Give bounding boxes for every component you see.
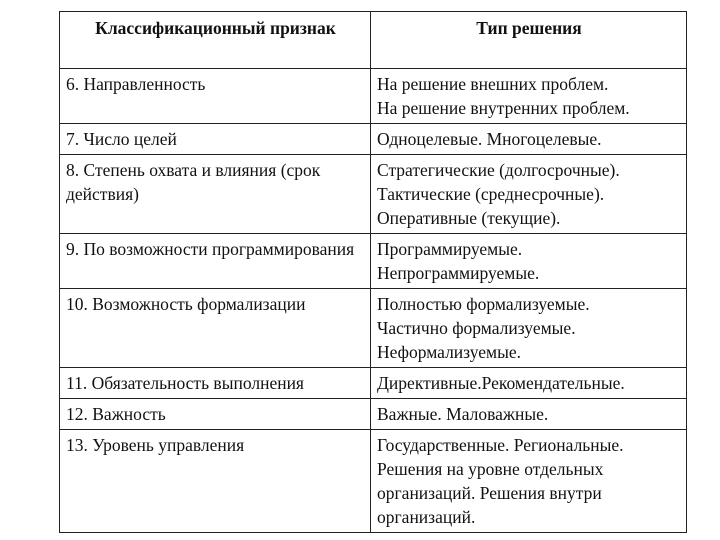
table-row [60,234,687,289]
criterion-cell: 7. Число целей [60,124,371,155]
decision-types-cell: Директивные.Рекомендательные. [371,368,687,399]
header-row [60,12,687,69]
decision-types-cell: Стратегические (долгосрочные). Тактические (среднесрочные). Оперативные (текущие). [371,155,687,234]
decision-types-cell: Полностью формализуемые. Частично формализуемые. Неформализуемые. [371,289,687,368]
table-row [60,69,687,124]
criterion-cell: 10. Возможность формализации [60,289,371,368]
decision-types-cell: Программируемые. Непрограммируемые. [371,234,687,289]
header-decision-type: Тип решения [371,12,687,69]
table-body [60,69,687,533]
decision-classification-table [59,11,687,533]
table-row [60,368,687,399]
criterion-cell: 12. Важность [60,399,371,430]
table-row [60,155,687,234]
table-row [60,399,687,430]
decision-types-cell: Одноцелевые. Многоцелевые. [371,124,687,155]
criterion-cell: 9. По возможности программирования [60,234,371,289]
criterion-cell: 11. Обязательность выполнения [60,368,371,399]
decision-types-cell: На решение внешних проблем. На решение внутренних проблем. [371,69,687,124]
table-row [60,289,687,368]
criterion-cell: 8. Степень охвата и влияния (срок действия) [60,155,371,234]
table-row [60,430,687,533]
header-criterion: Классификационный признак [60,12,371,69]
decision-types-cell: Важные. Маловажные. [371,399,687,430]
criterion-cell: 13. Уровень управления [60,430,371,533]
decision-types-cell: Государственные. Региональные. Решения на уровне отдельных организаций. Решения внутри организаций. [371,430,687,533]
table-header [60,12,687,69]
table-row [60,124,687,155]
criterion-cell: 6. Направленность [60,69,371,124]
